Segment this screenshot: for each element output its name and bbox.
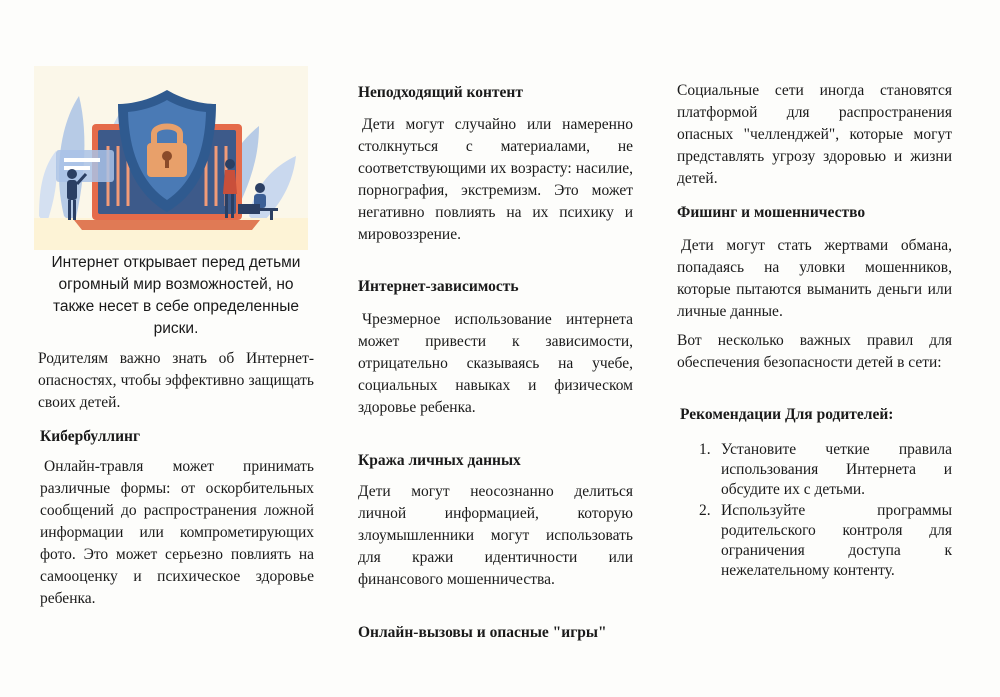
online-challenges-title: Онлайн-вызовы и опасные "игры" [358,624,607,641]
cyberbullying-text: Онлайн-травля может принимать различные формы: от оскорбительных сообщений до распространения ложной информации или компрометирующих фото. Это может серьезно повлиять на самооценку и психическое здоровье ребенка. [40,458,314,607]
recommendations-title: Рекомендации Для родителей: [680,406,894,423]
inappropriate-content-text: Дети могут случайно или намеренно столкнуться с материалами, не соответствующими их возрасту: насилие, порнография, экстремизм. Это может негативно повлиять на их психику и мировоззрение. [358,116,633,243]
hero-caption: Интернет открывает перед детьми огромный мир возможностей, но также несет в себе определенные риски. [51,254,301,337]
recommendations-list [677,440,952,582]
recommendation-text: Используйте программы родительского контроля для ограничения доступа к нежелательному контенту. [721,502,952,579]
internet-addiction-title: Интернет-зависимость [358,278,519,295]
recommendation-text: Установите четкие правила использования Интернета и обсудите их с детьми. [721,441,952,498]
identity-theft-text: Дети могут неосознанно делиться личной информацией, которую злоумышленники могут использовать для кражи идентичности или финансового мошенничества. [358,483,633,588]
phishing-title: Фишинг и мошенничество [677,204,866,221]
shield-lock-illustration [34,66,308,250]
rules-intro-text: Вот несколько важных правил для обеспечения безопасности детей в сети: [677,332,952,371]
recommendation-item [677,501,952,581]
intro-text: Родителям важно знать об Интернет-опасностях, чтобы эффективно защищать своих детей. [38,350,314,411]
hero-illustration [34,66,308,250]
phishing-text: Дети могут стать жертвами обмана, попадаясь на уловки мошенников, которые пытаются выманить деньги или личные данные. [677,237,952,320]
internet-addiction-text: Чрезмерное использование интернета может привести к зависимости, отрицательно сказываясь на учебе, социальных навыках и физическом здоровье ребенка. [358,311,633,416]
list-number: 1. [699,441,711,458]
cyberbullying-title: Кибербуллинг [40,428,141,445]
list-number: 2. [699,502,711,519]
recommendation-item [677,440,952,500]
identity-theft-title: Кража личных данных [358,452,521,469]
inappropriate-content-title: Неподходящий контент [358,84,523,101]
online-challenges-text: Социальные сети иногда становятся платформой для распространения опасных "челленджей", которые могут представлять угрозу здоровью и жизни детей. [677,82,952,187]
